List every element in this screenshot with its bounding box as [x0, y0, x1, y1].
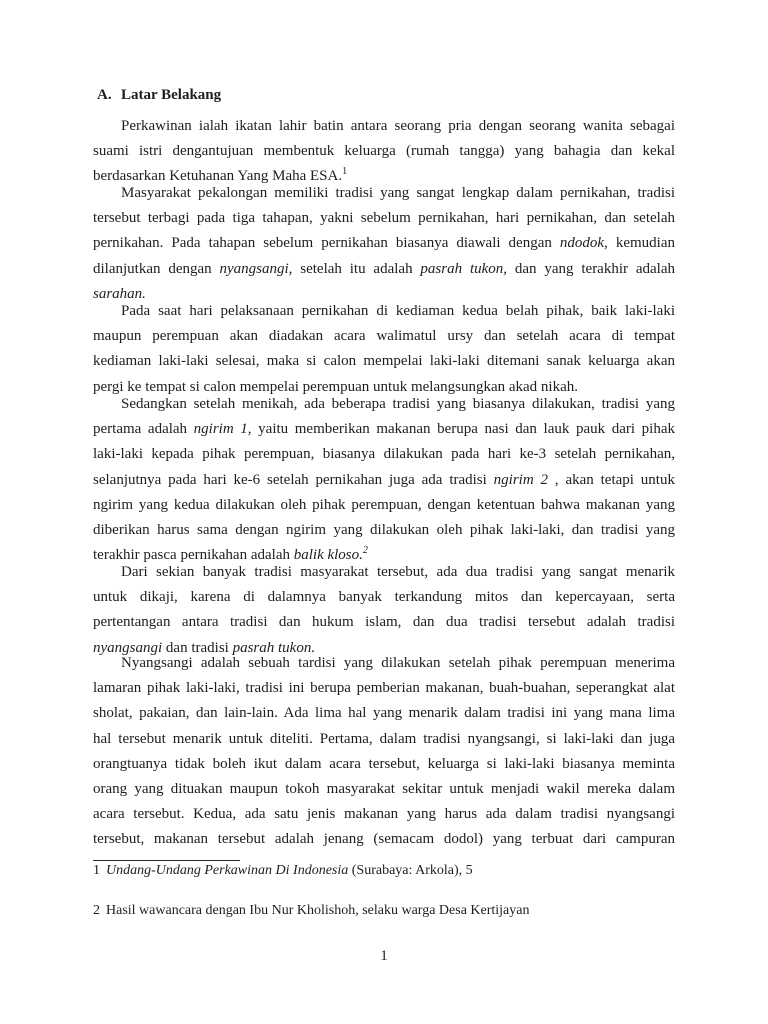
text-segment: , akan tetapi untuk	[548, 471, 675, 488]
text-segment: maupun perempuan akan diadakan acara walimatul ursy dan setelah acara di tempat	[93, 328, 675, 345]
text-segment: orangtuanya tidak boleh ikut dalam acara tersebut, keluarga si laki-laki biasanya meminta	[93, 755, 675, 772]
text-segment: tersebut terbagi pada tiga tahapan, yakni sebelum pernikahan, hari pernikahan, dan setelah	[93, 210, 675, 227]
page-number: 1	[380, 948, 388, 964]
text-line	[93, 518, 675, 543]
text-segment: yaitu memberikan makanan berupa nasi dan lauk pauk dari pihak	[251, 421, 675, 438]
text-line	[93, 231, 675, 256]
italic-term: ngirim 1,	[193, 421, 252, 438]
text-segment: dan yang terakhir adalah	[507, 260, 675, 277]
text-segment: pertama adalah	[93, 421, 194, 438]
footnote	[93, 862, 675, 880]
text-line	[93, 257, 675, 282]
section-number: A.	[97, 87, 112, 103]
paragraph	[93, 651, 675, 853]
text-line	[93, 560, 675, 585]
footnote-number: 2	[93, 903, 100, 918]
italic-term: balik kloso.	[293, 547, 363, 564]
text-line	[93, 493, 675, 518]
italic-term: ngirim 2	[493, 471, 549, 488]
text-segment: suami istri dengantujuan membentuk keluarga (rumah tangga) yang bahagia dan kekal	[93, 143, 675, 160]
text-segment: berdasarkan Ketuhanan Yang Maha ESA.	[93, 168, 343, 185]
text-segment: acara tersebut. Kedua, ada satu jenis makanan yang harus ada dalam tradisi nyangsangi	[93, 806, 675, 823]
text-segment: Masyarakat pekalongan memiliki tradisi yang sangat lengkap dalam pernikahan, tradisi	[121, 185, 675, 201]
text-line	[93, 349, 675, 374]
footnote-text: Hasil wawancara dengan Ibu Nur Kholishoh, selaku warga Desa Kertijayan	[106, 903, 530, 918]
footnote-source-title: Undang-Undang Perkawinan Di Indonesia	[106, 863, 349, 878]
footnote-text: (Surabaya: Arkola), 5	[348, 863, 473, 878]
text-line	[93, 299, 675, 324]
text-line	[93, 727, 675, 752]
italic-term: nyangsangi	[93, 639, 163, 656]
text-segment: lamaran pihak laki-laki, tradisi ini berupa pemberian makanan, buah-buahan, seperangkat alat	[93, 680, 675, 697]
text-line	[93, 468, 675, 493]
footnote-reference: 1	[342, 166, 348, 178]
text-line	[93, 802, 675, 827]
paragraph	[93, 560, 675, 661]
text-segment: Sedangkan setelah menikah, ada beberapa tradisi yang biasanya dilakukan, tradisi yang	[121, 396, 675, 412]
footnote-separator	[93, 860, 240, 861]
text-segment: diberikan harus sama dengan ngirim yang dilakukan oleh pihak laki-laki, dan tradisi yang	[93, 521, 675, 538]
italic-term: pasrah tukon,	[420, 260, 508, 277]
text-line	[93, 676, 675, 701]
italic-term: nyangsangi,	[219, 260, 293, 277]
paragraph	[93, 299, 675, 400]
paragraph	[93, 114, 675, 190]
text-segment: selanjutnya pada hari ke-6 setelah pernikahan juga ada tradisi	[93, 471, 494, 488]
text-line	[93, 701, 675, 726]
text-segment: hal tersebut menarik untuk diteliti. Pertama, dalam tradisi nyangsangi, si laki-laki dan juga	[93, 730, 675, 747]
text-line	[93, 206, 675, 231]
text-line	[93, 610, 675, 635]
text-segment: dan tradisi	[162, 639, 233, 656]
italic-term: sarahan.	[93, 285, 146, 302]
text-segment: kemudian	[607, 235, 675, 252]
text-line	[93, 442, 675, 467]
text-line	[93, 392, 675, 417]
text-segment: sholat, pakaian, dan lain-lain. Ada lima hal yang menarik dalam tradisi ini yang mana lima	[93, 705, 675, 722]
text-segment: Pada saat hari pelaksanaan pernikahan di kediaman kedua belah pihak, baik laki-laki	[121, 303, 675, 319]
paragraph	[93, 392, 675, 568]
text-line	[93, 324, 675, 349]
footnote	[93, 902, 675, 920]
text-segment: tersebut, makanan tersebut adalah jenang (semacam dodol) yang terbuat dari campuran	[93, 831, 675, 848]
text-segment: pergi ke tempat si calon mempelai perempuan untuk melangsungkan akad nikah.	[93, 378, 578, 395]
text-segment: pernikahan. Pada tahapan sebelum pernikahan biasanya diawali dengan	[93, 235, 560, 252]
italic-term: ndodok,	[559, 235, 608, 252]
text-line	[93, 777, 675, 802]
text-segment: terakhir pasca pernikahan adalah	[93, 547, 294, 564]
text-segment: setelah itu adalah	[292, 260, 421, 277]
section-heading	[97, 83, 221, 108]
text-segment: ngirim yang kedua dilakukan oleh pihak perempuan, dengan ketentuan bahwa makanan yang	[93, 496, 675, 513]
text-line	[93, 651, 675, 676]
text-line	[93, 139, 675, 164]
text-segment: pertentangan antara tradisi dan hukum islam, dan dua tradisi tersebut adalah tradisi	[93, 614, 675, 631]
text-line	[93, 181, 675, 206]
footnote-reference: 2	[362, 545, 368, 557]
text-line	[93, 417, 675, 442]
footnote-number: 1	[93, 863, 100, 878]
text-line	[93, 585, 675, 610]
text-line	[93, 752, 675, 777]
text-segment: Dari sekian banyak tradisi masyarakat tersebut, ada dua tradisi yang sangat menarik	[121, 564, 675, 580]
text-segment: Nyangsangi adalah sebuah tardisi yang dilakukan setelah pihak perempuan menerima	[121, 655, 675, 671]
paragraph	[93, 181, 675, 307]
text-segment: Perkawinan ialah ikatan lahir batin antara seorang pria dengan seorang wanita sebagai	[121, 118, 675, 134]
text-segment: laki-laki kepada pihak perempuan, biasanya dilakukan pada hari ke-3 setelah pernikahan,	[93, 446, 675, 463]
text-segment: kediaman laki-laki selesai, maka si calon mempelai laki-laki ditemani sanak keluarga akan	[93, 353, 675, 370]
italic-term: pasrah tukon.	[232, 639, 316, 656]
text-segment: untuk dikaji, karena di dalamnya banyak terkandung mitos dan kepercayaan, serta	[93, 589, 675, 606]
text-segment: dilanjutkan dengan	[93, 260, 220, 277]
section-title: Latar Belakang	[121, 87, 222, 103]
text-segment: orang yang dituakan maupun tokoh masyarakat sekitar untuk menjadi wakil mereka dalam	[93, 780, 675, 797]
text-line	[93, 114, 675, 139]
text-line	[93, 827, 675, 852]
